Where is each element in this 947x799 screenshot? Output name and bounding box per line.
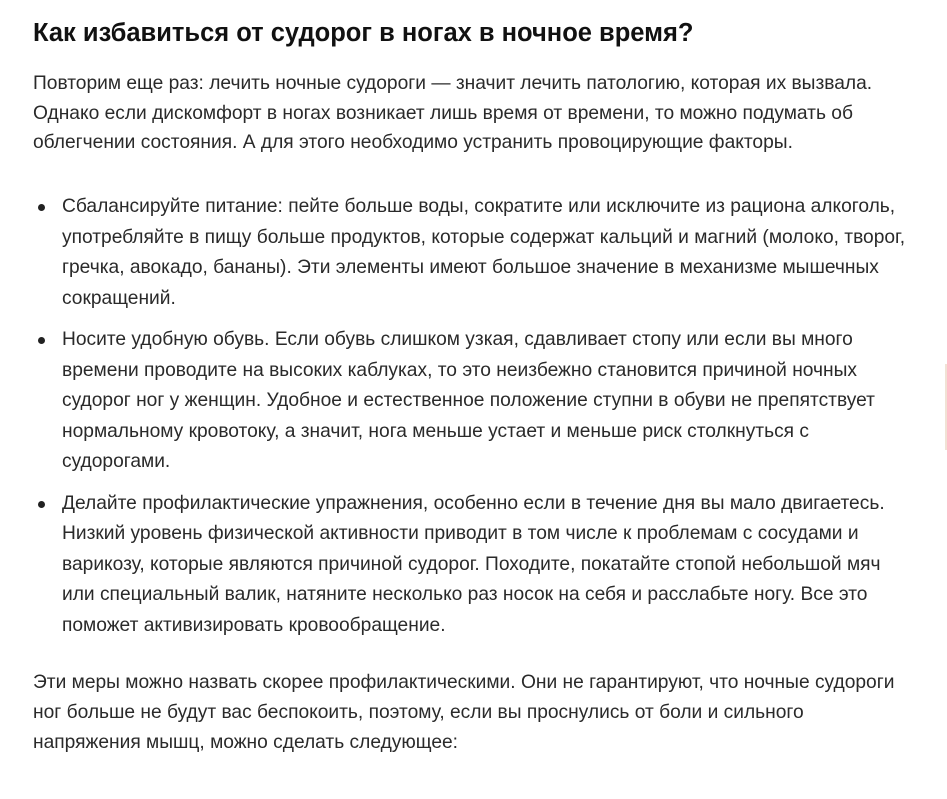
outro-paragraph: Эти меры можно назвать скорее профилактическими. Они не гарантируют, что ночные судороги ног больше не будут вас беспокоить, поэтому, если вы проснулись от боли и сильного напряжения мышц, можно сделать следующее:	[33, 672, 895, 753]
list-item-text: Носите удобную обувь. Если обувь слишком узкая, сдавливает стопу или если вы много времени проводите на высоких каблуках, то это неизбежно становится причиной ночных судорог ног у женщин. Удобное и естественное положение ступни в обуви не препятствует нормальному кровотоку, а значит, нога меньше устает и меньше риск столкнуться с судорогами.	[62, 329, 875, 473]
tips-list	[33, 192, 913, 641]
intro-paragraph: Повторим еще раз: лечить ночные судороги — значит лечить патологию, которая их вызвала. Однако если дискомфорт в ногах возникает лишь время от времени, то можно подумать об облегчении состояния. А для этого необходимо устранить провоцирующие факторы.	[33, 73, 873, 154]
bullet-icon	[38, 501, 45, 508]
list-item	[33, 489, 913, 642]
list-item-text: Сбалансируйте питание: пейте больше воды, сократите или исключите из рациона алкоголь, употребляйте в пищу больше продуктов, которые содержат кальций и магний (молоко, творог, гречка, авокадо, бананы). Эти элементы имеют большое значение в механизме мышечных сокращений.	[62, 196, 906, 309]
bullet-icon	[38, 337, 45, 344]
list-item	[33, 192, 913, 314]
list-item-text: Делайте профилактические упражнения, особенно если в течение дня вы мало двигаетесь. Низкий уровень физической активности приводит в том числе к проблемам с сосудами и варикозу, которые являются причиной судорог. Походите, покатайте стопой небольшой мяч или специальный валик, натяните несколько раз носок на себя и расслабьте ногу. Все это поможет активизировать кровообращение.	[62, 492, 885, 636]
list-item	[33, 325, 913, 478]
bullet-icon	[38, 204, 45, 211]
article-heading: Как избавиться от судорог в ногах в ночное время?	[33, 19, 694, 47]
article	[33, 14, 913, 757]
